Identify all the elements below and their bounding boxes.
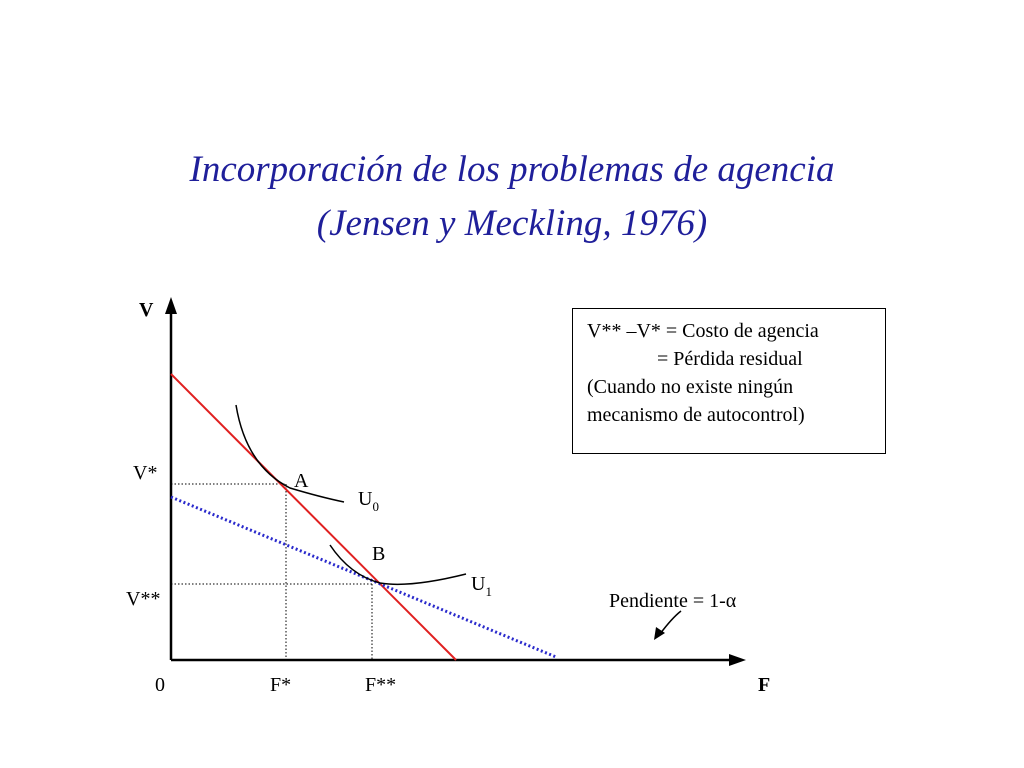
tick-v-dstar: V** xyxy=(126,588,161,610)
origin-label: 0 xyxy=(155,674,165,696)
curve-u0-base: U xyxy=(358,488,373,510)
agency-cost-note xyxy=(572,308,886,454)
curve-u1-base: U xyxy=(471,573,486,595)
curve-u0-sub: 0 xyxy=(372,499,379,514)
title-line-2: (Jensen y Meckling, 1976) xyxy=(316,203,708,244)
title-line-1: Incorporación de los problemas de agencia xyxy=(189,149,835,190)
tick-f-dstar: F** xyxy=(365,674,397,696)
curve-u1-label xyxy=(471,573,492,599)
tick-v-star: V* xyxy=(133,462,158,484)
curve-u0-label xyxy=(358,488,379,514)
note-line-4: mecanismo de autocontrol) xyxy=(587,404,805,426)
tick-f-star: F* xyxy=(270,674,292,696)
x-axis-arrow xyxy=(729,654,746,666)
slope-label: Pendiente = 1-α xyxy=(609,590,737,612)
curve-u1 xyxy=(330,545,466,584)
note-line-2: = Pérdida residual xyxy=(657,348,803,370)
note-line-3: (Cuando no existe ningún xyxy=(587,376,794,398)
budget-line xyxy=(171,374,456,660)
curve-u1-sub: 1 xyxy=(485,584,492,599)
x-axis-label: F xyxy=(758,674,771,696)
point-a-label: A xyxy=(294,470,309,492)
y-axis-arrow xyxy=(165,297,177,314)
point-b-label: B xyxy=(372,543,386,565)
curve-u0 xyxy=(236,405,344,502)
y-axis-label: V xyxy=(139,299,154,321)
note-line-1: V** –V* = Costo de agencia xyxy=(587,320,819,342)
slope-pointer-arrow xyxy=(660,611,681,634)
